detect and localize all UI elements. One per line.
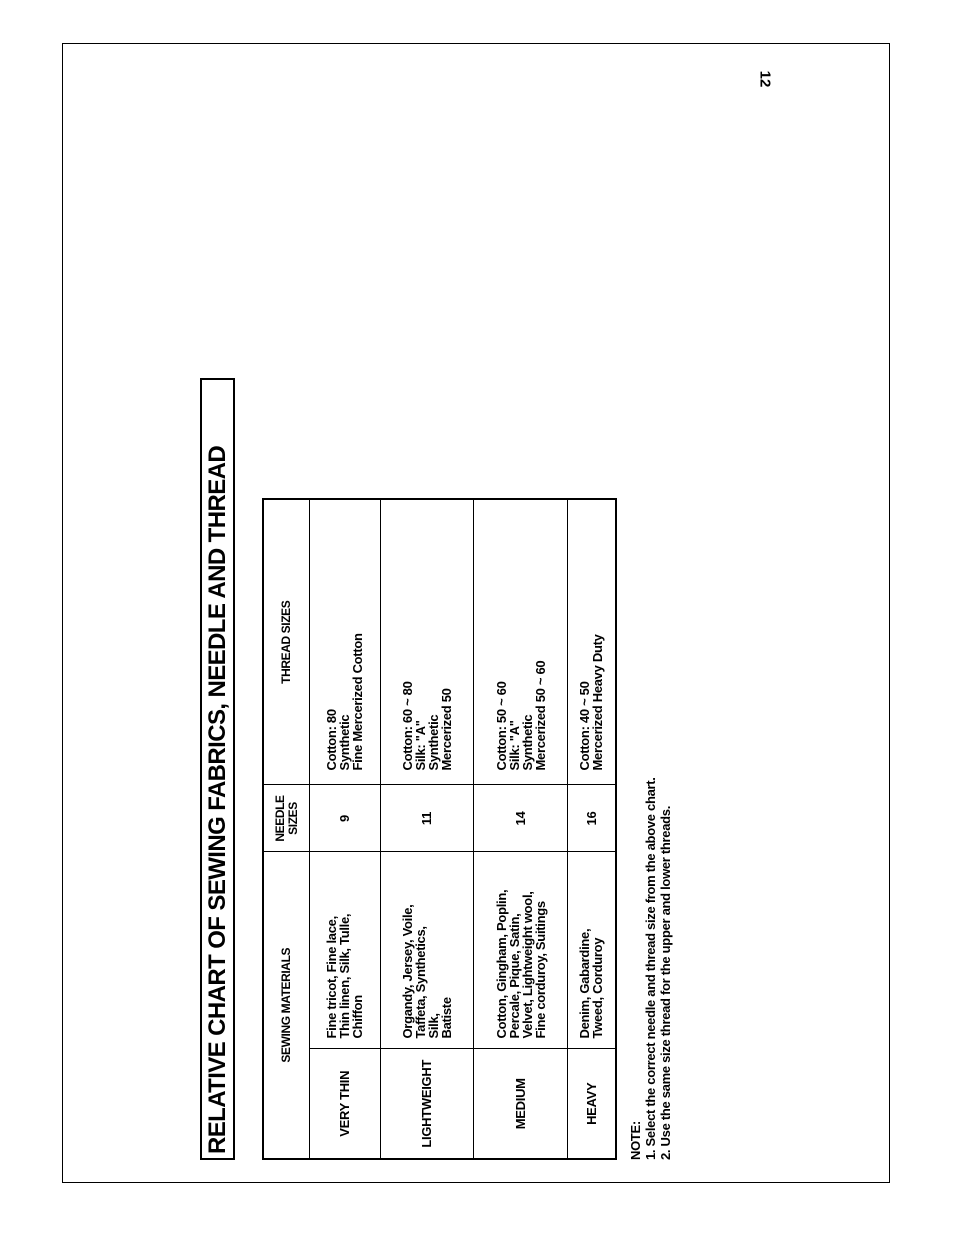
thread-sizes: Cotton: 80 Synthetic Fine Mercerized Cotton xyxy=(310,499,381,785)
fabric-category: HEAVY xyxy=(567,1049,616,1159)
needle-size: 11 xyxy=(380,785,474,852)
needle-size: 9 xyxy=(310,785,381,852)
thread-sizes: Cotton: 40 ~ 50 Mercerized Heavy Duty xyxy=(567,499,616,785)
fabric-category: MEDIUM xyxy=(474,1049,568,1159)
table-row xyxy=(567,499,616,1159)
note-heading: NOTE: xyxy=(628,1121,643,1160)
header-sewing-materials: SEWING MATERIALS xyxy=(263,852,310,1159)
needle-size: 16 xyxy=(567,785,616,852)
chart-title: RELATIVE CHART OF SEWING FABRICS, NEEDLE AND THREAD xyxy=(203,445,231,1154)
thread-sizes: Cotton: 50 ~ 60 Silk: "A" Synthetic Mercerized 50 ~ 60 xyxy=(474,499,568,785)
thread-sizes: Cotton: 60 ~ 80 Silk: "A" Synthetic Mercerized 50 xyxy=(380,499,474,785)
fabric-materials: Cotton, Gingham, Poplin, Percale, Pique, Satin, Velvet, Lightweight wool, Fine corduroy, Suitings xyxy=(474,852,568,1049)
table-header-row xyxy=(263,499,310,1159)
fabric-materials: Organdy, Jersey, Voile, Taffeta, Synthetics, Silk, Batiste xyxy=(380,852,474,1049)
chart-title-box xyxy=(200,378,235,1160)
table-row xyxy=(474,499,568,1159)
table-row xyxy=(310,499,381,1159)
sewing-chart-table xyxy=(262,498,617,1160)
fabric-materials: Fine tricot, Fine lace, Thin linen, Silk, Tulle, Chiffon xyxy=(310,852,381,1049)
header-thread-sizes: THREAD SIZES xyxy=(263,499,310,785)
header-needle-sizes: NEEDLE SIZES xyxy=(263,785,310,852)
fabric-category: LIGHTWEIGHT xyxy=(380,1049,474,1159)
page-number: 12 xyxy=(756,70,774,88)
note-item: 2. Use the same size thread for the upper and lower threads. xyxy=(658,805,673,1160)
table-row xyxy=(380,499,474,1159)
note-item: 1. Select the correct needle and thread size from the above chart. xyxy=(643,777,658,1160)
fabric-category: VERY THIN xyxy=(310,1049,381,1159)
note-section xyxy=(628,777,673,1160)
needle-size: 14 xyxy=(474,785,568,852)
fabric-materials: Denim, Gabardine, Tweed, Corduroy xyxy=(567,852,616,1049)
rotated-content xyxy=(200,376,700,1160)
